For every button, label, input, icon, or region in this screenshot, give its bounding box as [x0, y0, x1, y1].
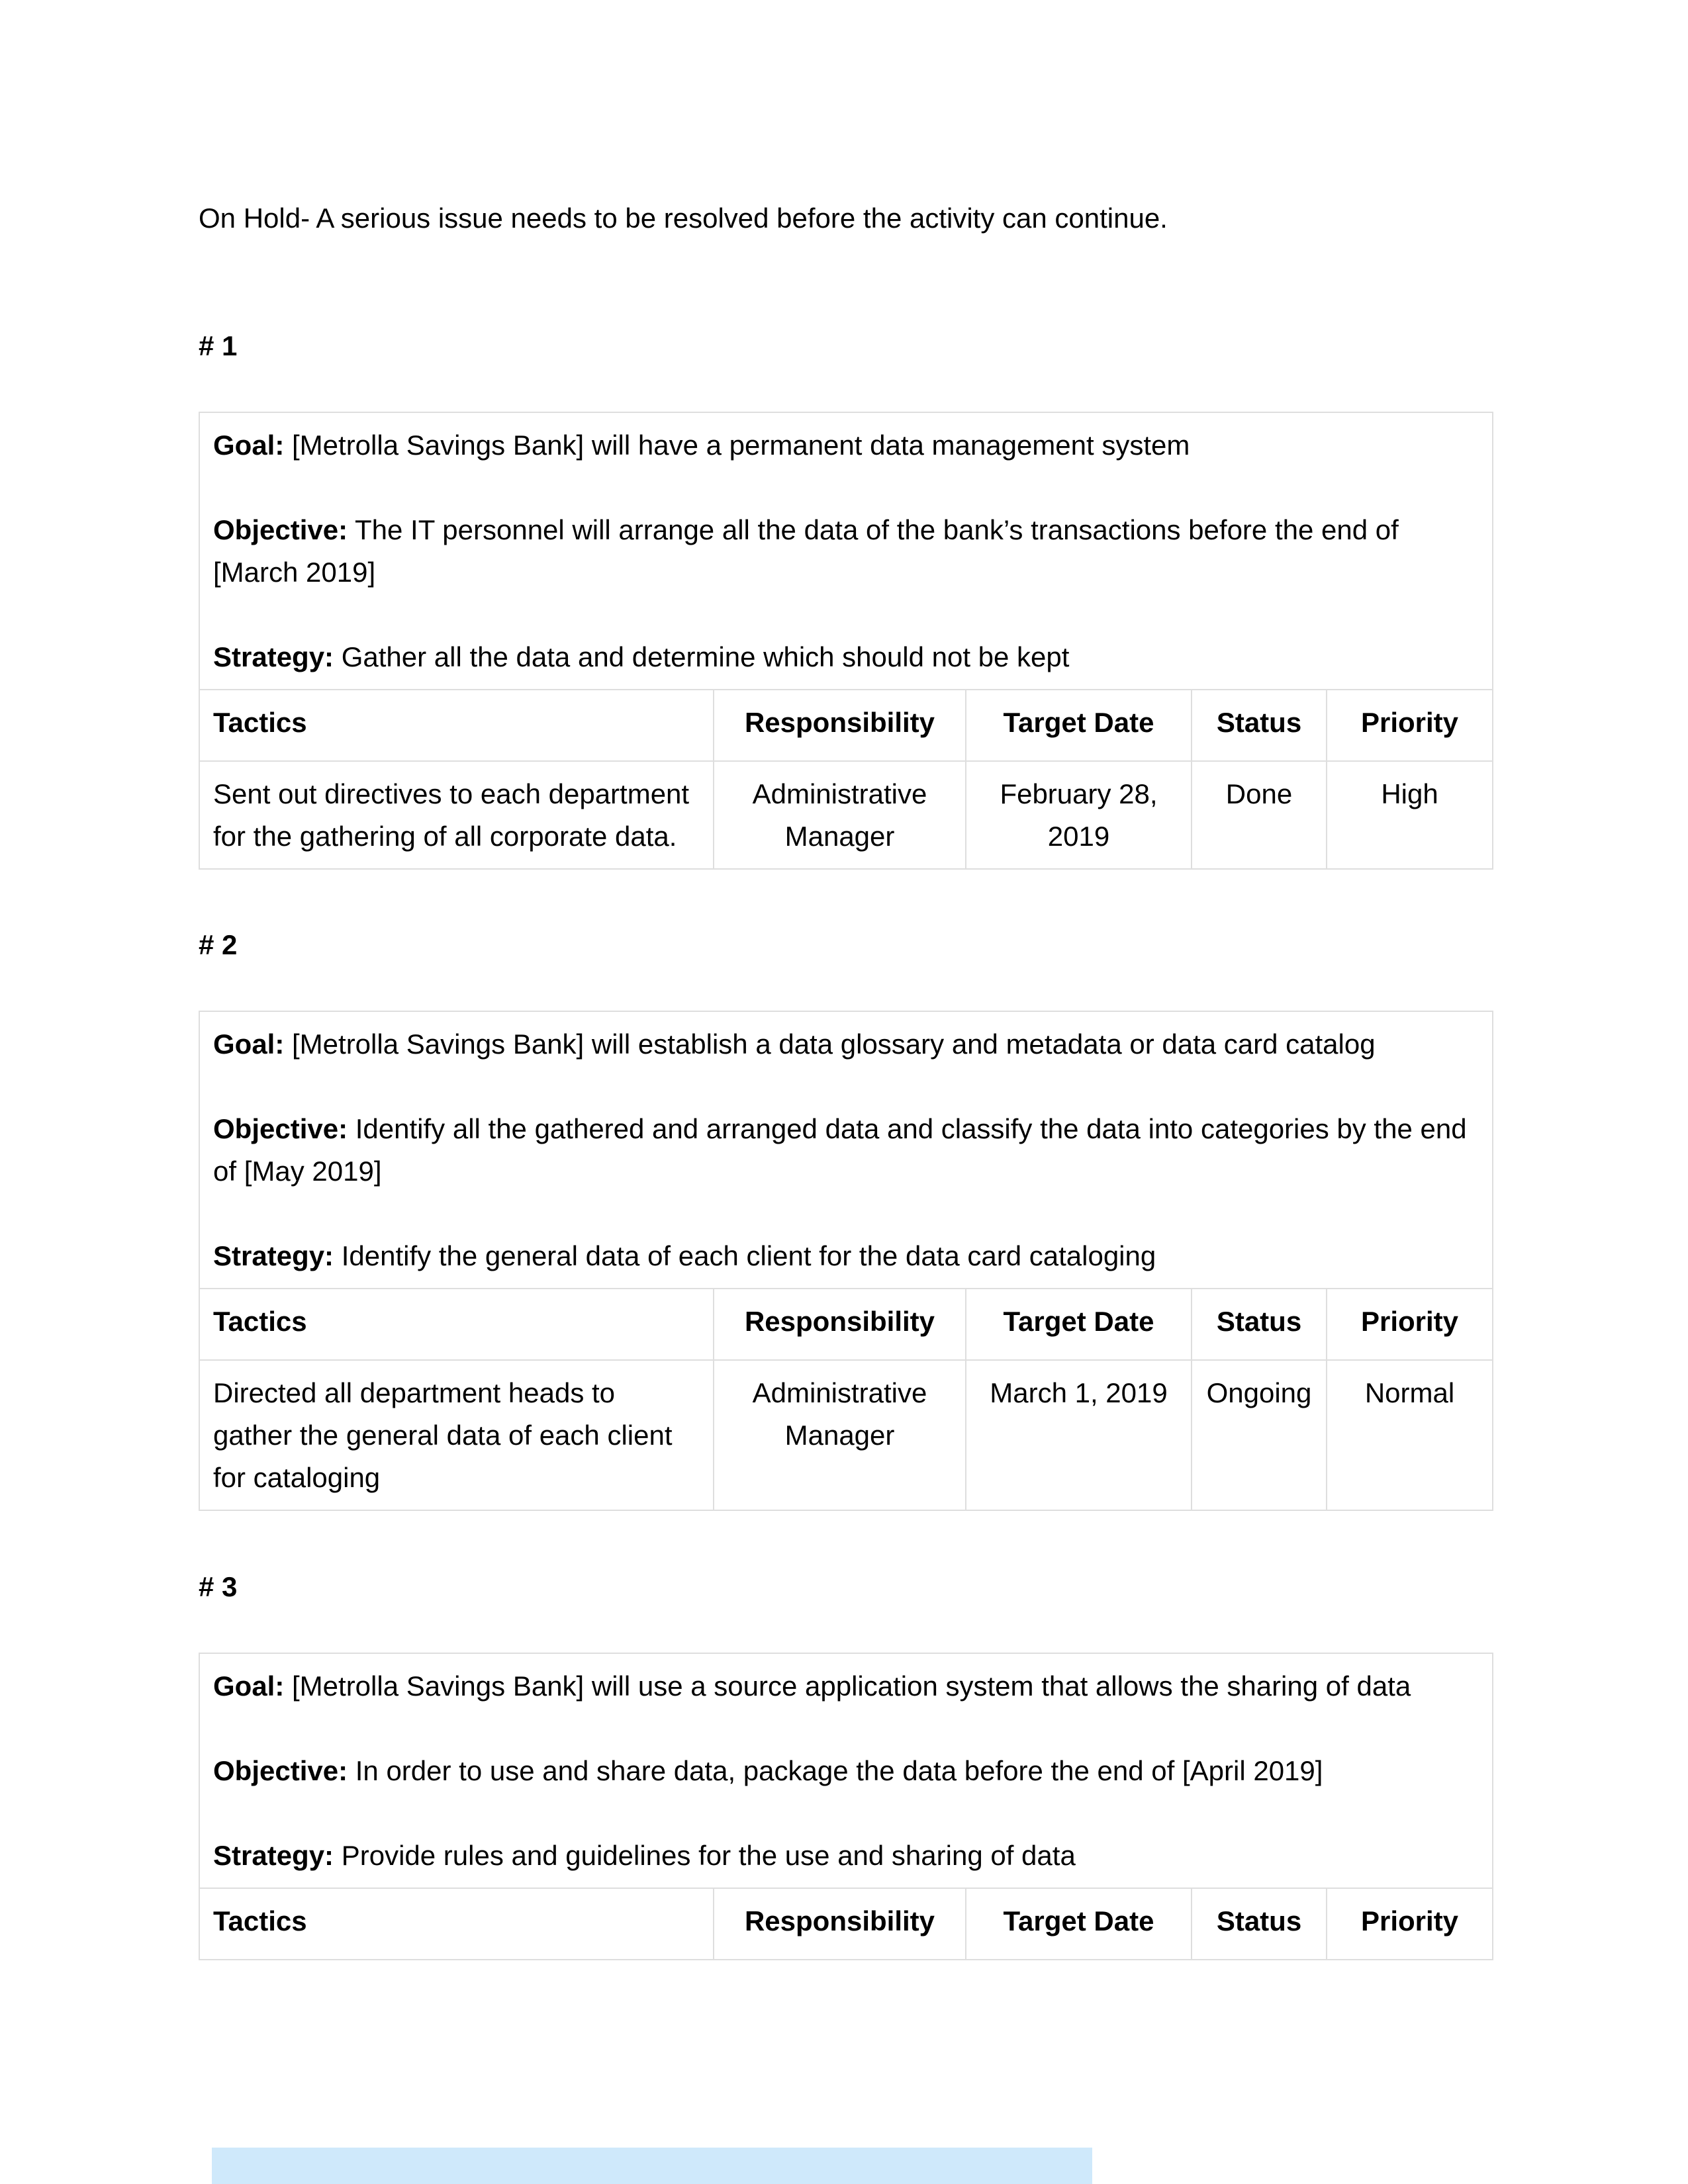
priority-cell: Normal — [1327, 1360, 1493, 1510]
goal-label: Goal: — [213, 430, 285, 461]
responsibility-cell: Administrative Manager — [714, 761, 966, 869]
column-header-row — [199, 1289, 1493, 1360]
plan-table-2 — [199, 1011, 1493, 1511]
plan-table-3 — [199, 1653, 1493, 1960]
tactic-row — [199, 761, 1493, 869]
highlight-bar — [212, 2148, 1092, 2184]
col-header-responsibility: Responsibility — [714, 690, 966, 761]
section-heading-1: # 1 — [199, 330, 238, 361]
section-heading-3: # 3 — [199, 1571, 238, 1602]
objective-label: Objective: — [213, 514, 348, 545]
col-header-status: Status — [1192, 1888, 1327, 1960]
strategy-label: Strategy: — [213, 641, 334, 672]
section-heading-2: # 2 — [199, 929, 238, 960]
objective-text: The IT personnel will arrange all the data of the bank’s transactions before the end of [March 2019] — [213, 514, 1399, 588]
col-header-target-date: Target Date — [966, 1888, 1192, 1960]
tactic-cell: Sent out directives to each department for the gathering of all corporate data. — [199, 761, 714, 869]
col-header-priority: Priority — [1327, 1888, 1493, 1960]
col-header-priority: Priority — [1327, 690, 1493, 761]
col-header-status: Status — [1192, 690, 1327, 761]
col-header-priority: Priority — [1327, 1289, 1493, 1360]
goal-label: Goal: — [213, 1028, 285, 1060]
strategy-text: Gather all the data and determine which should not be kept — [341, 641, 1070, 672]
goal-label: Goal: — [213, 1670, 285, 1702]
objective-line — [213, 1750, 1479, 1792]
objective-label: Objective: — [213, 1113, 348, 1144]
tactic-cell: Directed all department heads to gather the general data of each client for cataloging — [199, 1360, 714, 1510]
col-header-status: Status — [1192, 1289, 1327, 1360]
status-definition-on-hold: On Hold- A serious issue needs to be resolved before the activity can continue. — [199, 203, 1168, 234]
goal-text: [Metrolla Savings Bank] will use a source application system that allows the sharing of data — [292, 1670, 1411, 1702]
strategy-text: Provide rules and guidelines for the use and sharing of data — [341, 1840, 1076, 1871]
column-header-row — [199, 690, 1493, 761]
strategy-label: Strategy: — [213, 1240, 334, 1271]
responsibility-cell: Administrative Manager — [714, 1360, 966, 1510]
objective-line — [213, 1108, 1479, 1193]
status-cell: Done — [1192, 761, 1327, 869]
strategy-text: Identify the general data of each client for the data card cataloging — [341, 1240, 1156, 1271]
target-date-cell: February 28, 2019 — [966, 761, 1192, 869]
goal-line — [213, 424, 1479, 467]
goal-text: [Metrolla Savings Bank] will have a permanent data management system — [292, 430, 1190, 461]
col-header-tactics: Tactics — [199, 1289, 714, 1360]
goal-block-row — [199, 412, 1493, 690]
objective-label: Objective: — [213, 1755, 348, 1786]
objective-line — [213, 509, 1479, 594]
goal-text: [Metrolla Savings Bank] will establish a data glossary and metadata or data card catalog — [292, 1028, 1376, 1060]
column-header-row — [199, 1888, 1493, 1960]
goal-objective-strategy-cell — [199, 1653, 1493, 1888]
col-header-responsibility: Responsibility — [714, 1289, 966, 1360]
goal-line — [213, 1665, 1479, 1707]
tactic-row — [199, 1360, 1493, 1510]
objective-text: Identify all the gathered and arranged data and classify the data into categories by the end of [May 2019] — [213, 1113, 1467, 1187]
goal-objective-strategy-cell — [199, 412, 1493, 690]
goal-line — [213, 1023, 1479, 1066]
priority-cell: High — [1327, 761, 1493, 869]
strategy-line — [213, 1835, 1479, 1877]
strategy-line — [213, 636, 1479, 678]
goal-objective-strategy-cell — [199, 1011, 1493, 1289]
target-date-cell: March 1, 2019 — [966, 1360, 1192, 1510]
status-cell: Ongoing — [1192, 1360, 1327, 1510]
col-header-tactics: Tactics — [199, 690, 714, 761]
goal-block-row — [199, 1653, 1493, 1888]
col-header-responsibility: Responsibility — [714, 1888, 966, 1960]
objective-text: In order to use and share data, package the data before the end of [April 2019] — [355, 1755, 1323, 1786]
plan-table-1 — [199, 412, 1493, 870]
col-header-tactics: Tactics — [199, 1888, 714, 1960]
goal-block-row — [199, 1011, 1493, 1289]
col-header-target-date: Target Date — [966, 1289, 1192, 1360]
col-header-target-date: Target Date — [966, 690, 1192, 761]
strategy-label: Strategy: — [213, 1840, 334, 1871]
strategy-line — [213, 1235, 1479, 1277]
